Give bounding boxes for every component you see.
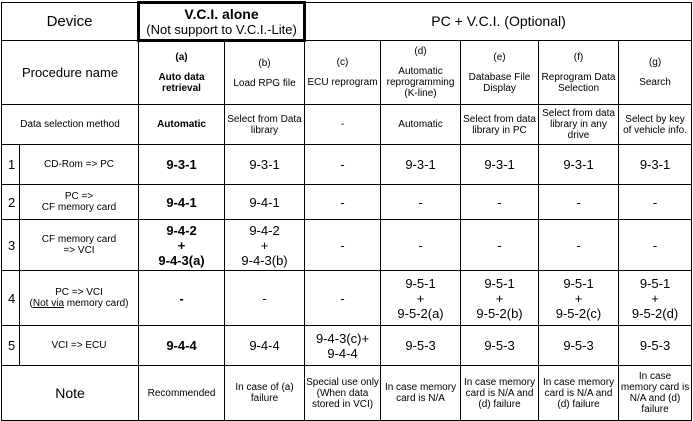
- route-line-1: PC => VCI: [55, 287, 103, 298]
- procedure-col-f: [539, 41, 619, 105]
- cell-a: 9-4-4: [139, 326, 225, 366]
- route-line-2: [21, 298, 137, 309]
- cell-a: [139, 220, 225, 271]
- cell-a-line-1: 9-4-2: [166, 222, 197, 238]
- note-d: In case memory card is N/A: [381, 366, 461, 421]
- route-line-2: => VCI: [63, 245, 95, 256]
- route-line-1: PC =>: [64, 191, 94, 202]
- procedure-table: [1, 1, 692, 421]
- cell-g: -: [619, 185, 692, 220]
- cell-g: 9-5-3: [619, 326, 692, 366]
- procedure-name-row: [2, 41, 692, 105]
- col-id-f: (f): [573, 51, 584, 63]
- note-c: Special use only (When data stored in VCI): [305, 366, 381, 421]
- cell-b: 9-3-1: [225, 145, 305, 185]
- method-d: Automatic: [381, 105, 461, 145]
- row-route: [20, 271, 139, 326]
- procedure-col-b: [225, 41, 305, 105]
- cell-f: -: [539, 185, 619, 220]
- note-label: Note: [2, 366, 139, 421]
- col-name-d: Automatic reprogramming (K-line): [386, 66, 455, 99]
- table-row: [2, 185, 692, 220]
- method-f: Select from data library in any drive: [539, 105, 619, 145]
- cell-d: -: [381, 220, 461, 271]
- cell-c: [305, 326, 381, 366]
- cell-a: 9-3-1: [139, 145, 225, 185]
- cell-e-line-1: 9-5-1: [484, 275, 515, 291]
- row-index: 2: [2, 185, 20, 220]
- procedure-col-e: [461, 41, 539, 105]
- col-id-b: (b): [258, 57, 271, 69]
- row-index: 5: [2, 326, 20, 366]
- cell-a-line-3-text: 9-4-3(a): [158, 252, 205, 268]
- cell-g: -: [619, 220, 692, 271]
- cell-a: 9-4-1: [139, 185, 225, 220]
- cell-f-line-2: +: [574, 290, 583, 306]
- cell-b: -: [225, 271, 305, 326]
- col-id-c: (c): [336, 57, 349, 68]
- method-e: Select from data library in PC: [461, 105, 539, 145]
- cell-b: [225, 220, 305, 271]
- cell-e: 9-5-3: [461, 326, 539, 366]
- route-line-1: CF memory card: [41, 234, 117, 245]
- col-name-c: ECU reprogram: [307, 77, 378, 88]
- table-row: [2, 220, 692, 271]
- cell-d: -: [381, 185, 461, 220]
- method-c: -: [305, 105, 381, 145]
- row-index: 1: [2, 145, 20, 185]
- vci-alone-note: (Not support to V.C.I.-Lite): [146, 21, 297, 37]
- procedure-col-g: [619, 41, 692, 105]
- cell-b: 9-4-4: [225, 326, 305, 366]
- cell-c-line-2: 9-4-4: [327, 345, 358, 361]
- cell-e: -: [461, 185, 539, 220]
- cell-d: [381, 271, 461, 326]
- route-not-via: Not via: [32, 298, 65, 309]
- cell-g-line-2: +: [651, 290, 659, 306]
- cell-d-line-3: 9-5-2(a): [397, 305, 444, 321]
- cell-c: -: [305, 185, 381, 220]
- note-row: [2, 366, 692, 421]
- cell-e-line-3: 9-5-2(b): [476, 305, 523, 321]
- note-b: In case of (a) failure: [225, 366, 305, 421]
- col-name-f: Reprogram Data Selection: [541, 71, 616, 94]
- cell-a-line-2: +: [177, 237, 186, 253]
- cell-f-line-1: 9-5-1: [563, 275, 594, 291]
- row-route: [20, 185, 139, 220]
- cell-b-line-2: +: [260, 237, 269, 253]
- cell-f: [539, 271, 619, 326]
- note-f: In case memory card is N/A and (d) failure: [539, 366, 619, 421]
- procedure-col-a: [139, 41, 225, 105]
- table-row: [2, 326, 692, 366]
- col-name-a: Auto data retrieval: [158, 72, 205, 94]
- cell-f: 9-5-3: [539, 326, 619, 366]
- procedure-col-c: [305, 41, 381, 105]
- cell-e-line-2: +: [495, 290, 504, 306]
- cell-e: -: [461, 220, 539, 271]
- cell-c: -: [305, 145, 381, 185]
- cell-c-line-1: 9-4-3(c)+: [315, 330, 370, 346]
- cell-c: -: [305, 271, 381, 326]
- cell-d-line-1: 9-5-1: [405, 275, 436, 291]
- cell-a-line-3: [140, 253, 223, 268]
- cell-a: -: [139, 271, 225, 326]
- note-e: In case memory card is N/A and (d) failure: [461, 366, 539, 421]
- row-index: 3: [2, 220, 20, 271]
- cell-g: 9-3-1: [619, 145, 692, 185]
- table-row: [2, 271, 692, 326]
- procedure-name-label: Procedure name: [2, 41, 139, 105]
- cell-g-line-3: 9-5-2(d): [631, 305, 679, 321]
- note-a: Recommended: [139, 366, 225, 421]
- cell-e: [461, 271, 539, 326]
- cell-f-line-3: 9-5-2(c): [555, 305, 602, 321]
- note-g: In case memory card is N/A and (d) failure: [619, 366, 692, 421]
- col-name-e: Database File Display: [468, 71, 531, 94]
- route-paren: (: [29, 298, 33, 309]
- col-id-g: (g): [648, 57, 662, 68]
- method-label: Data selection method: [2, 105, 139, 145]
- cell-f: -: [539, 220, 619, 271]
- device-header: Device: [2, 3, 139, 41]
- cell-b-line-3: 9-4-3(b): [241, 252, 288, 268]
- method-b: Select from Data library: [225, 105, 305, 145]
- row-route: [20, 220, 139, 271]
- pc-vci-header: PC + V.C.I. (Optional): [305, 3, 692, 41]
- procedure-col-d: [381, 41, 461, 105]
- cell-g: [619, 271, 692, 326]
- table-row: [2, 145, 692, 185]
- row-index: 4: [2, 271, 20, 326]
- col-name-g: Search: [639, 77, 671, 88]
- cell-d-line-2: +: [416, 290, 425, 306]
- row-route: VCI => ECU: [20, 326, 139, 366]
- cell-b: 9-4-1: [225, 185, 305, 220]
- col-name-b: Load RPG file: [233, 77, 296, 89]
- cell-f: 9-3-1: [539, 145, 619, 185]
- route-memory-card: memory card): [64, 298, 129, 309]
- route-line-2: CF memory card: [41, 202, 117, 213]
- row-route: CD-Rom => PC: [20, 145, 139, 185]
- method-a: Automatic: [139, 105, 225, 145]
- vci-alone-header: [139, 3, 305, 41]
- col-id-d: (d): [414, 46, 427, 57]
- header-row: [2, 3, 692, 41]
- cell-d: 9-5-3: [381, 326, 461, 366]
- vci-alone-title: V.C.I. alone: [184, 5, 259, 22]
- method-g: Select by key of vehicle info.: [619, 105, 692, 145]
- cell-c: -: [305, 220, 381, 271]
- cell-d: 9-3-1: [381, 145, 461, 185]
- col-id-a: (a): [175, 52, 188, 63]
- method-row: [2, 105, 692, 145]
- col-id-e: (e): [493, 51, 506, 63]
- cell-e: 9-3-1: [461, 145, 539, 185]
- cell-b-line-1: 9-4-2: [249, 222, 280, 238]
- cell-g-line-1: 9-5-1: [639, 275, 671, 291]
